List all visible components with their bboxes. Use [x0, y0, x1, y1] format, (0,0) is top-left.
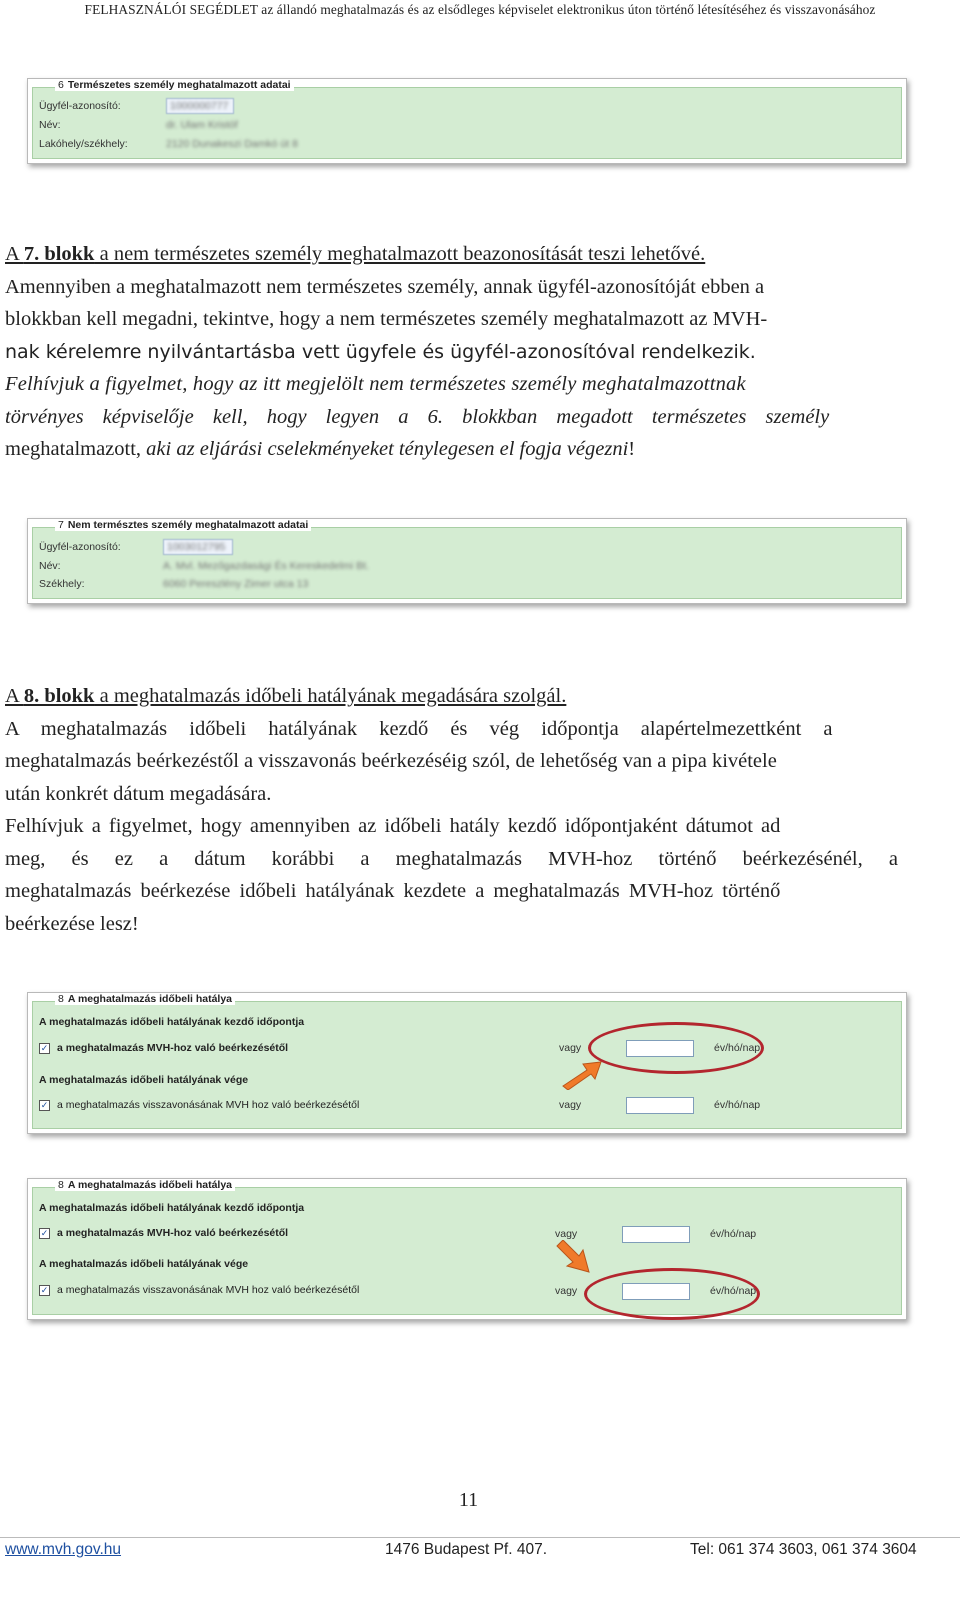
end-title: A meghatalmazás időbeli hatályának vége	[39, 1258, 249, 1270]
block-title: Természetes személy meghatalmazott adatai	[67, 79, 291, 91]
panel-legend	[55, 993, 235, 1005]
date-format-hint: év/hó/nap	[710, 1228, 757, 1240]
notice-line: Felhívjuk a figyelmet, hogy amennyiben az időbeli hatály kezdő időpontjaként dátumot ad	[5, 815, 781, 837]
text-line: meghatalmazás beérkezéstől a visszavonás beérkezéséig szól, de lehetőség van a pipa kivétele	[5, 750, 777, 772]
end-checkbox[interactable]: ✓	[40, 1100, 49, 1110]
block8-heading	[5, 680, 932, 713]
orange-arrow-icon	[555, 1240, 591, 1274]
end-date-input[interactable]	[626, 1097, 694, 1114]
heading-prefix: A	[5, 243, 24, 265]
name-value: A. Mvl. Mezőgazdasági És Kereskedelmi Bt.	[163, 560, 370, 572]
text-line: blokkban kell megadni, tekintve, hogy a nem természetes személy meghatalmazott az MVH-	[5, 308, 768, 330]
heading-prefix: A	[5, 685, 24, 707]
notice-emphasis: aki az eljárási cselekményeket ténylegesen el fogja végezni	[146, 438, 629, 460]
client-id-value: 1000000777	[170, 100, 229, 112]
date-format-hint: év/hó/nap	[714, 1042, 761, 1054]
end-checkbox-label: a meghatalmazás visszavonásának MVH hoz való beérkezésétől	[57, 1284, 360, 1296]
seat-value: 6060 Pereszlény Zimer utca 13	[163, 578, 309, 590]
text-line: nak kérelemre nyilvántartásba vett ügyfele és ügyfél-azonosítóval rendelkezik.	[5, 340, 756, 363]
highlight-ellipse	[588, 1022, 764, 1074]
notice-line	[5, 433, 932, 466]
block-title: Nem természtes személy meghatalmazott adatai	[67, 519, 309, 531]
or-label: vagy	[555, 1285, 578, 1297]
screenshot-block-8-start	[27, 992, 907, 1134]
seat-label: Székhely:	[39, 578, 85, 590]
notice-line: Felhívjuk a figyelmet, hogy az itt megjelölt nem természetes személy meghatalmazottnak	[5, 373, 746, 395]
highlight-ellipse	[584, 1268, 760, 1320]
document-header: FELHASZNÁLÓI SEGÉDLET az állandó meghatalmazás és az elsődleges képviselet elektronikus úton történő létesítéséhez és visszavonásához	[84, 2, 876, 17]
end-checkbox[interactable]: ✓	[40, 1285, 49, 1295]
heading-rest: a nem természetes személy meghatalmazott beazonosítását teszi lehetővé.	[94, 243, 706, 265]
notice-line: beérkezése lesz!	[5, 912, 139, 935]
notice-line: törvényes képviselője kell, hogy legyen a 6. blokkban megadott természetes személy	[5, 405, 830, 428]
notice-line: meg, és ez a dátum korábbi a meghatalmazás MVH-hoz történő beérkezésénél, a	[5, 847, 898, 870]
client-id-value: 1003012795	[167, 541, 226, 553]
start-checkbox-label: a meghatalmazás MVH-hoz való beérkezésétől	[57, 1227, 289, 1239]
start-title: A meghatalmazás időbeli hatályának kezdő időpontja	[39, 1016, 305, 1028]
end-title: A meghatalmazás időbeli hatályának vége	[39, 1074, 249, 1086]
or-label: vagy	[559, 1042, 582, 1054]
panel-validity	[32, 993, 902, 1129]
text-line: után konkrét dátum megadására.	[5, 782, 272, 805]
heading-rest: a meghatalmazás időbeli hatályának megadására szolgál.	[94, 685, 567, 707]
panel-legend	[55, 1179, 235, 1191]
notice-end: !	[628, 438, 636, 460]
block-number: 6	[58, 79, 64, 91]
block-title: A meghatalmazás időbeli hatálya	[67, 993, 233, 1005]
address-label: Lakóhely/székhely:	[39, 138, 128, 150]
text-line: Amennyiben a meghatalmazott nem természetes személy, annak ügyfél-azonosítóját ebben a	[5, 275, 765, 298]
address-value: 2120 Dunakeszi Damkó út 8	[166, 138, 298, 150]
block7-description	[5, 238, 932, 466]
panel-legend	[55, 79, 294, 91]
start-checkbox[interactable]: ✓	[40, 1228, 49, 1238]
name-label: Név:	[39, 119, 61, 131]
screenshot-block-7	[27, 518, 907, 604]
start-checkbox[interactable]: ✓	[40, 1043, 49, 1053]
phone-numbers: Tel: 061 374 3603, 061 374 3604	[690, 1541, 917, 1558]
panel-legend	[55, 519, 311, 531]
client-id-label: Ügyfél-azonosító:	[39, 100, 121, 112]
block-number: 8	[58, 1179, 64, 1191]
name-label: Név:	[39, 560, 61, 572]
orange-arrow-icon	[559, 1060, 603, 1090]
text-line: A meghatalmazás időbeli hatályának kezdő és vég időpontja alapértelmezettként a	[5, 717, 833, 740]
website-link[interactable]: www.mvh.gov.hu	[5, 1541, 122, 1558]
screenshot-block-6	[27, 78, 907, 164]
date-format-hint: év/hó/nap	[710, 1285, 757, 1297]
heading-bold: 7. blokk	[23, 243, 95, 265]
block-number: 7	[58, 519, 64, 531]
end-checkbox-label: a meghatalmazás visszavonásának MVH hoz való beérkezésétől	[57, 1099, 360, 1111]
or-label: vagy	[555, 1228, 578, 1240]
client-id-label: Ügyfél-azonosító:	[39, 541, 121, 553]
date-format-hint: év/hó/nap	[714, 1099, 761, 1111]
panel-natural-person	[32, 79, 902, 159]
footer-divider	[0, 1537, 960, 1538]
start-checkbox-label: a meghatalmazás MVH-hoz való beérkezésétől	[57, 1042, 289, 1054]
panel-legal-entity	[32, 519, 902, 599]
notice-text: meghatalmazott,	[5, 438, 147, 460]
name-value: dr. Ulam Kristóf	[166, 119, 238, 131]
block8-description	[5, 680, 932, 940]
or-label: vagy	[559, 1099, 582, 1111]
start-date-input[interactable]	[622, 1226, 690, 1243]
block-number: 8	[58, 993, 64, 1005]
block7-heading	[5, 238, 932, 271]
notice-line: meghatalmazás beérkezése időbeli hatályának kezdete a meghatalmazás MVH-hoz történő	[5, 880, 781, 902]
panel-validity	[32, 1179, 902, 1315]
start-title: A meghatalmazás időbeli hatályának kezdő időpontja	[39, 1202, 305, 1214]
screenshot-block-8-end	[27, 1178, 907, 1320]
page-number: 11	[458, 1489, 479, 1511]
heading-bold: 8. blokk	[23, 685, 95, 707]
postal-address: 1476 Budapest Pf. 407.	[385, 1541, 548, 1558]
block-title: A meghatalmazás időbeli hatálya	[67, 1179, 233, 1191]
